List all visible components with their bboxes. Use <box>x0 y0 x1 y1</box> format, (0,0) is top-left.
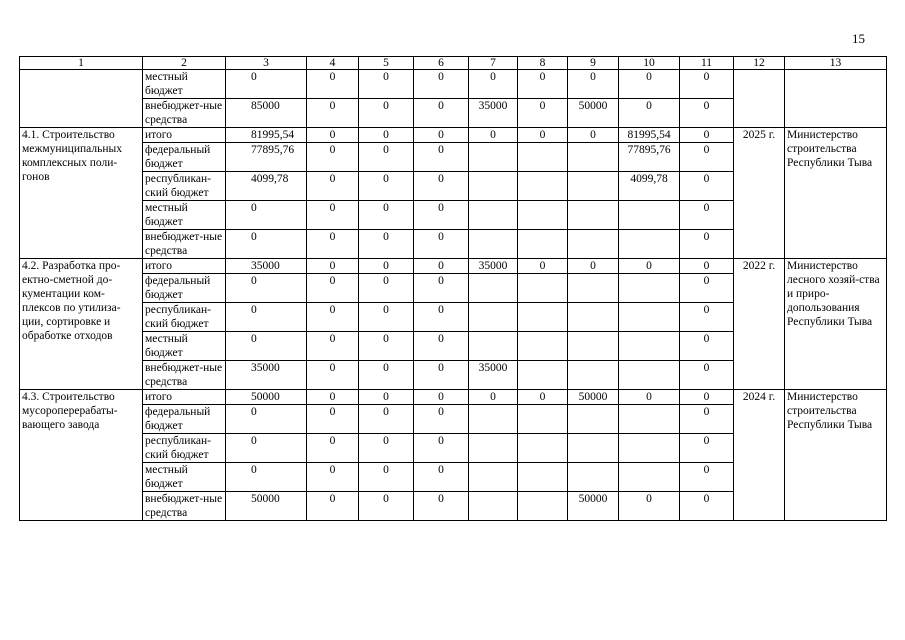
value-cell <box>518 332 568 361</box>
funding-source: внебюджет-ные средства <box>143 99 226 128</box>
value-cell: 35000 <box>226 259 307 274</box>
page-number: 15 <box>852 31 865 46</box>
value-cell <box>619 434 680 463</box>
value-cell <box>518 434 568 463</box>
value-cell: 0 <box>359 201 414 230</box>
value-cell: 0 <box>414 303 469 332</box>
value-cell: 0 <box>568 128 619 143</box>
value-cell: 77895,76 <box>226 143 307 172</box>
value-cell: 0 <box>414 201 469 230</box>
value-cell: 0 <box>469 128 518 143</box>
value-cell: 50000 <box>568 390 619 405</box>
value-cell: 0 <box>680 303 734 332</box>
value-cell: 0 <box>359 332 414 361</box>
value-cell: 0 <box>226 434 307 463</box>
value-cell: 0 <box>307 143 359 172</box>
value-cell: 81995,54 <box>619 128 680 143</box>
measure-title: 4.1. Строительство межмуниципальных комплексных поли-гонов <box>20 128 143 259</box>
value-cell: 4099,78 <box>226 172 307 201</box>
value-cell <box>619 274 680 303</box>
value-cell: 0 <box>307 303 359 332</box>
value-cell: 0 <box>680 259 734 274</box>
value-cell: 0 <box>680 434 734 463</box>
value-cell <box>518 172 568 201</box>
value-cell: 0 <box>680 70 734 99</box>
value-cell <box>568 332 619 361</box>
funding-source: итого <box>143 390 226 405</box>
header-cell: 12 <box>734 57 785 70</box>
value-cell: 0 <box>414 405 469 434</box>
value-cell: 0 <box>307 230 359 259</box>
measure-title-cell <box>20 70 143 128</box>
value-cell: 0 <box>680 201 734 230</box>
value-cell: 0 <box>359 70 414 99</box>
value-cell: 0 <box>680 390 734 405</box>
value-cell <box>518 143 568 172</box>
value-cell: 0 <box>518 259 568 274</box>
value-cell <box>568 434 619 463</box>
value-cell: 0 <box>518 390 568 405</box>
value-cell: 0 <box>359 390 414 405</box>
value-cell: 50000 <box>226 390 307 405</box>
value-cell: 0 <box>307 274 359 303</box>
value-cell: 0 <box>414 143 469 172</box>
value-cell <box>518 463 568 492</box>
header-cell: 1 <box>20 57 143 70</box>
value-cell: 0 <box>680 463 734 492</box>
value-cell <box>568 230 619 259</box>
value-cell: 0 <box>680 172 734 201</box>
header-cell: 7 <box>469 57 518 70</box>
value-cell: 0 <box>307 463 359 492</box>
value-cell: 0 <box>307 405 359 434</box>
table-row <box>20 128 887 143</box>
value-cell <box>469 434 518 463</box>
value-cell <box>568 201 619 230</box>
value-cell <box>469 492 518 521</box>
value-cell: 35000 <box>469 259 518 274</box>
value-cell: 0 <box>359 143 414 172</box>
value-cell <box>518 230 568 259</box>
value-cell: 0 <box>307 70 359 99</box>
value-cell: 0 <box>226 405 307 434</box>
value-cell: 0 <box>414 390 469 405</box>
value-cell: 0 <box>619 390 680 405</box>
value-cell: 50000 <box>226 492 307 521</box>
value-cell: 0 <box>359 172 414 201</box>
value-cell: 0 <box>414 492 469 521</box>
executor: Министерство лесного хозяй-ства и приро-допользования Республики Тыва <box>785 259 887 390</box>
value-cell <box>568 405 619 434</box>
value-cell: 0 <box>414 99 469 128</box>
value-cell <box>518 492 568 521</box>
funding-source: местный бюджет <box>143 332 226 361</box>
value-cell: 77895,76 <box>619 143 680 172</box>
header-cell: 6 <box>414 57 469 70</box>
value-cell: 0 <box>680 332 734 361</box>
value-cell: 0 <box>359 303 414 332</box>
value-cell: 35000 <box>226 361 307 390</box>
table-row <box>20 70 887 99</box>
value-cell: 0 <box>414 434 469 463</box>
value-cell: 0 <box>307 390 359 405</box>
value-cell <box>568 143 619 172</box>
measure-title: 4.2. Разработка про-ектно-сметной до-кументации ком-плексов по утилиза-ции, сортировке и обработке отходов <box>20 259 143 390</box>
value-cell <box>619 230 680 259</box>
header-cell: 10 <box>619 57 680 70</box>
table-row <box>20 390 887 405</box>
value-cell: 0 <box>226 230 307 259</box>
header-cell: 4 <box>307 57 359 70</box>
value-cell: 0 <box>226 274 307 303</box>
value-cell: 0 <box>307 128 359 143</box>
header-cell: 2 <box>143 57 226 70</box>
value-cell <box>568 172 619 201</box>
deadline-year: 2024 г. <box>734 390 785 521</box>
value-cell <box>619 201 680 230</box>
value-cell <box>568 303 619 332</box>
value-cell <box>469 463 518 492</box>
funding-source: внебюджет-ные средства <box>143 492 226 521</box>
value-cell: 0 <box>619 99 680 128</box>
value-cell: 0 <box>414 128 469 143</box>
funding-source: местный бюджет <box>143 70 226 99</box>
value-cell: 0 <box>226 332 307 361</box>
header-row <box>20 57 887 70</box>
value-cell <box>469 303 518 332</box>
value-cell: 0 <box>359 434 414 463</box>
executor-cell <box>785 70 887 128</box>
value-cell: 0 <box>414 172 469 201</box>
value-cell <box>469 201 518 230</box>
value-cell: 0 <box>226 201 307 230</box>
value-cell: 0 <box>568 259 619 274</box>
value-cell: 0 <box>414 259 469 274</box>
table-row <box>20 259 887 274</box>
value-cell: 0 <box>226 303 307 332</box>
value-cell: 0 <box>359 128 414 143</box>
value-cell <box>469 143 518 172</box>
funding-source: внебюджет-ные средства <box>143 361 226 390</box>
value-cell: 0 <box>414 463 469 492</box>
value-cell: 0 <box>680 492 734 521</box>
funding-source: федеральный бюджет <box>143 405 226 434</box>
value-cell: 0 <box>680 405 734 434</box>
value-cell <box>518 405 568 434</box>
year-cell <box>734 70 785 128</box>
value-cell: 0 <box>307 172 359 201</box>
funding-source: местный бюджет <box>143 201 226 230</box>
funding-source: республикан-ский бюджет <box>143 434 226 463</box>
value-cell: 0 <box>414 332 469 361</box>
header-cell: 5 <box>359 57 414 70</box>
measure-title: 4.3. Строительство мусороперерабаты-вающего завода <box>20 390 143 521</box>
value-cell <box>619 303 680 332</box>
value-cell: 0 <box>469 390 518 405</box>
executor: Министерство строительства Республики Тыва <box>785 128 887 259</box>
value-cell <box>619 361 680 390</box>
value-cell: 0 <box>680 143 734 172</box>
value-cell <box>568 463 619 492</box>
value-cell: 0 <box>680 274 734 303</box>
value-cell: 85000 <box>226 99 307 128</box>
value-cell: 0 <box>359 492 414 521</box>
funding-source: федеральный бюджет <box>143 274 226 303</box>
value-cell: 0 <box>414 361 469 390</box>
value-cell <box>518 361 568 390</box>
header-cell: 8 <box>518 57 568 70</box>
value-cell: 0 <box>359 274 414 303</box>
value-cell <box>469 172 518 201</box>
value-cell: 0 <box>414 70 469 99</box>
value-cell: 0 <box>518 70 568 99</box>
executor: Министерство строительства Республики Тыва <box>785 390 887 521</box>
value-cell: 0 <box>680 361 734 390</box>
value-cell: 50000 <box>568 492 619 521</box>
value-cell <box>619 463 680 492</box>
funding-source: федеральный бюджет <box>143 143 226 172</box>
deadline-year: 2025 г. <box>734 128 785 259</box>
value-cell: 0 <box>226 463 307 492</box>
value-cell <box>619 332 680 361</box>
value-cell <box>568 274 619 303</box>
value-cell <box>518 303 568 332</box>
value-cell <box>518 201 568 230</box>
value-cell: 0 <box>226 70 307 99</box>
value-cell <box>469 332 518 361</box>
value-cell: 0 <box>307 99 359 128</box>
value-cell: 0 <box>359 99 414 128</box>
value-cell: 0 <box>469 70 518 99</box>
value-cell: 0 <box>307 201 359 230</box>
value-cell: 0 <box>680 230 734 259</box>
value-cell: 0 <box>359 259 414 274</box>
value-cell <box>568 361 619 390</box>
value-cell <box>469 274 518 303</box>
value-cell: 0 <box>307 492 359 521</box>
value-cell <box>619 405 680 434</box>
value-cell <box>469 405 518 434</box>
funding-source: итого <box>143 259 226 274</box>
value-cell: 0 <box>414 274 469 303</box>
value-cell: 0 <box>307 361 359 390</box>
value-cell: 0 <box>680 128 734 143</box>
value-cell: 0 <box>619 492 680 521</box>
header-cell: 13 <box>785 57 887 70</box>
header-cell: 3 <box>226 57 307 70</box>
value-cell <box>518 274 568 303</box>
value-cell: 0 <box>619 70 680 99</box>
value-cell <box>469 230 518 259</box>
value-cell: 0 <box>619 259 680 274</box>
budget-table <box>19 56 887 521</box>
value-cell: 0 <box>518 128 568 143</box>
value-cell: 81995,54 <box>226 128 307 143</box>
value-cell: 35000 <box>469 99 518 128</box>
value-cell: 0 <box>307 434 359 463</box>
value-cell: 4099,78 <box>619 172 680 201</box>
value-cell: 0 <box>414 230 469 259</box>
funding-source: итого <box>143 128 226 143</box>
value-cell: 0 <box>359 405 414 434</box>
value-cell: 0 <box>359 361 414 390</box>
value-cell: 0 <box>307 332 359 361</box>
value-cell: 0 <box>307 259 359 274</box>
funding-source: республикан-ский бюджет <box>143 172 226 201</box>
value-cell: 35000 <box>469 361 518 390</box>
value-cell: 0 <box>680 99 734 128</box>
funding-source: республикан-ский бюджет <box>143 303 226 332</box>
funding-source: внебюджет-ные средства <box>143 230 226 259</box>
value-cell: 50000 <box>568 99 619 128</box>
value-cell: 0 <box>359 230 414 259</box>
funding-source: местный бюджет <box>143 463 226 492</box>
value-cell: 0 <box>359 463 414 492</box>
value-cell: 0 <box>518 99 568 128</box>
header-cell: 9 <box>568 57 619 70</box>
header-cell: 11 <box>680 57 734 70</box>
deadline-year: 2022 г. <box>734 259 785 390</box>
value-cell: 0 <box>568 70 619 99</box>
